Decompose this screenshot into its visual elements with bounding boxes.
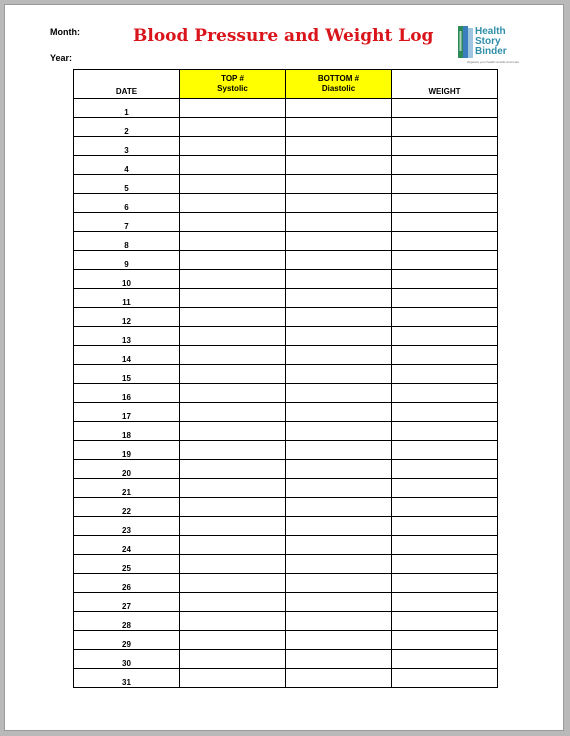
diastolic-cell[interactable] xyxy=(286,479,392,498)
table-row xyxy=(74,612,498,631)
col-header-systolic: TOP # Systolic xyxy=(180,70,286,99)
weight-cell[interactable] xyxy=(392,669,498,688)
table-header-row xyxy=(74,70,498,99)
diastolic-cell[interactable] xyxy=(286,536,392,555)
systolic-cell[interactable] xyxy=(180,403,286,422)
table-row xyxy=(74,156,498,175)
diastolic-cell[interactable] xyxy=(286,365,392,384)
logo-text: Health Story Binder xyxy=(475,26,507,57)
diastolic-cell[interactable] xyxy=(286,517,392,536)
day-cell: 4 xyxy=(74,156,180,175)
table-row xyxy=(74,175,498,194)
diastolic-cell[interactable] xyxy=(286,99,392,118)
table-row xyxy=(74,593,498,612)
day-cell: 6 xyxy=(74,194,180,213)
day-cell: 31 xyxy=(74,669,180,688)
diastolic-cell[interactable] xyxy=(286,270,392,289)
weight-cell[interactable] xyxy=(392,118,498,137)
weight-cell[interactable] xyxy=(392,232,498,251)
day-cell: 23 xyxy=(74,517,180,536)
day-cell: 2 xyxy=(74,118,180,137)
systolic-cell[interactable] xyxy=(180,289,286,308)
weight-cell[interactable] xyxy=(392,365,498,384)
diastolic-cell[interactable] xyxy=(286,213,392,232)
health-story-binder-logo xyxy=(457,25,527,71)
diastolic-cell[interactable] xyxy=(286,612,392,631)
diastolic-cell[interactable] xyxy=(286,460,392,479)
binder-icon xyxy=(457,25,475,59)
weight-cell[interactable] xyxy=(392,460,498,479)
diastolic-cell[interactable] xyxy=(286,441,392,460)
diastolic-cell[interactable] xyxy=(286,118,392,137)
weight-cell[interactable] xyxy=(392,251,498,270)
day-cell: 9 xyxy=(74,251,180,270)
diastolic-cell[interactable] xyxy=(286,631,392,650)
day-cell: 5 xyxy=(74,175,180,194)
systolic-cell[interactable] xyxy=(180,422,286,441)
systolic-cell[interactable] xyxy=(180,612,286,631)
day-cell: 8 xyxy=(74,232,180,251)
table-row xyxy=(74,327,498,346)
day-cell: 26 xyxy=(74,574,180,593)
day-cell: 18 xyxy=(74,422,180,441)
diastolic-cell[interactable] xyxy=(286,422,392,441)
diastolic-cell[interactable] xyxy=(286,669,392,688)
logo-tagline: Organize your health records and more xyxy=(467,61,520,64)
day-cell: 25 xyxy=(74,555,180,574)
systolic-cell[interactable] xyxy=(180,232,286,251)
systolic-cell[interactable] xyxy=(180,99,286,118)
systolic-cell[interactable] xyxy=(180,669,286,688)
weight-cell[interactable] xyxy=(392,213,498,232)
table-row xyxy=(74,251,498,270)
systolic-cell[interactable] xyxy=(180,631,286,650)
weight-cell[interactable] xyxy=(392,441,498,460)
diastolic-cell[interactable] xyxy=(286,194,392,213)
weight-cell[interactable] xyxy=(392,631,498,650)
day-cell: 15 xyxy=(74,365,180,384)
day-cell: 27 xyxy=(74,593,180,612)
systolic-cell[interactable] xyxy=(180,479,286,498)
diastolic-cell[interactable] xyxy=(286,289,392,308)
systolic-cell[interactable] xyxy=(180,460,286,479)
table-row xyxy=(74,232,498,251)
day-cell: 1 xyxy=(74,99,180,118)
table-row xyxy=(74,479,498,498)
table-row xyxy=(74,213,498,232)
table-row xyxy=(74,631,498,650)
weight-cell[interactable] xyxy=(392,479,498,498)
systolic-cell[interactable] xyxy=(180,308,286,327)
diastolic-cell[interactable] xyxy=(286,593,392,612)
diastolic-cell[interactable] xyxy=(286,232,392,251)
diastolic-cell[interactable] xyxy=(286,498,392,517)
col-header-date: DATE xyxy=(74,70,180,99)
weight-cell[interactable] xyxy=(392,517,498,536)
systolic-cell[interactable] xyxy=(180,574,286,593)
diastolic-cell[interactable] xyxy=(286,137,392,156)
day-cell: 30 xyxy=(74,650,180,669)
weight-cell[interactable] xyxy=(392,498,498,517)
table-row xyxy=(74,137,498,156)
systolic-cell[interactable] xyxy=(180,137,286,156)
systolic-cell[interactable] xyxy=(180,251,286,270)
weight-cell[interactable] xyxy=(392,99,498,118)
table-row xyxy=(74,308,498,327)
month-label: Month: xyxy=(50,27,80,37)
col-header-diastolic: BOTTOM # Diastolic xyxy=(286,70,392,99)
table-row xyxy=(74,384,498,403)
systolic-cell[interactable] xyxy=(180,118,286,137)
col-header-weight: WEIGHT xyxy=(392,70,498,99)
day-cell: 17 xyxy=(74,403,180,422)
day-cell: 12 xyxy=(74,308,180,327)
diastolic-cell[interactable] xyxy=(286,308,392,327)
table-row xyxy=(74,460,498,479)
diastolic-cell[interactable] xyxy=(286,346,392,365)
systolic-cell[interactable] xyxy=(180,517,286,536)
log-sheet-page xyxy=(4,4,564,731)
weight-cell[interactable] xyxy=(392,384,498,403)
table-row xyxy=(74,270,498,289)
systolic-cell[interactable] xyxy=(180,536,286,555)
day-cell: 13 xyxy=(74,327,180,346)
diastolic-cell[interactable] xyxy=(286,175,392,194)
diastolic-cell[interactable] xyxy=(286,384,392,403)
diastolic-cell[interactable] xyxy=(286,574,392,593)
systolic-cell[interactable] xyxy=(180,441,286,460)
weight-cell[interactable] xyxy=(392,194,498,213)
systolic-cell[interactable] xyxy=(180,213,286,232)
weight-cell[interactable] xyxy=(392,156,498,175)
day-cell: 29 xyxy=(74,631,180,650)
table-row xyxy=(74,555,498,574)
diastolic-cell[interactable] xyxy=(286,327,392,346)
systolic-cell[interactable] xyxy=(180,346,286,365)
table-row xyxy=(74,365,498,384)
day-cell: 14 xyxy=(74,346,180,365)
weight-cell[interactable] xyxy=(392,555,498,574)
weight-cell[interactable] xyxy=(392,574,498,593)
table-row xyxy=(74,346,498,365)
systolic-cell[interactable] xyxy=(180,270,286,289)
systolic-cell[interactable] xyxy=(180,555,286,574)
table-row xyxy=(74,194,498,213)
table-row xyxy=(74,650,498,669)
table-row xyxy=(74,289,498,308)
year-label: Year: xyxy=(50,53,73,63)
weight-cell[interactable] xyxy=(392,346,498,365)
weight-cell[interactable] xyxy=(392,422,498,441)
systolic-cell[interactable] xyxy=(180,498,286,517)
weight-cell[interactable] xyxy=(392,650,498,669)
day-cell: 24 xyxy=(74,536,180,555)
weight-cell[interactable] xyxy=(392,612,498,631)
weight-cell[interactable] xyxy=(392,137,498,156)
weight-cell[interactable] xyxy=(392,536,498,555)
day-cell: 21 xyxy=(74,479,180,498)
systolic-cell[interactable] xyxy=(180,327,286,346)
table-row xyxy=(74,422,498,441)
weight-cell[interactable] xyxy=(392,270,498,289)
systolic-cell[interactable] xyxy=(180,384,286,403)
day-cell: 16 xyxy=(74,384,180,403)
systolic-cell[interactable] xyxy=(180,194,286,213)
systolic-cell[interactable] xyxy=(180,650,286,669)
diastolic-cell[interactable] xyxy=(286,403,392,422)
table-row xyxy=(74,517,498,536)
day-cell: 22 xyxy=(74,498,180,517)
bp-weight-log-table xyxy=(73,69,498,688)
table-row xyxy=(74,118,498,137)
day-cell: 20 xyxy=(74,460,180,479)
systolic-cell[interactable] xyxy=(180,175,286,194)
weight-cell[interactable] xyxy=(392,403,498,422)
weight-cell[interactable] xyxy=(392,593,498,612)
weight-cell[interactable] xyxy=(392,175,498,194)
table-row xyxy=(74,669,498,688)
systolic-cell[interactable] xyxy=(180,365,286,384)
table-row xyxy=(74,536,498,555)
table-row xyxy=(74,574,498,593)
diastolic-cell[interactable] xyxy=(286,156,392,175)
table-row xyxy=(74,403,498,422)
systolic-cell[interactable] xyxy=(180,156,286,175)
weight-cell[interactable] xyxy=(392,308,498,327)
weight-cell[interactable] xyxy=(392,289,498,308)
day-cell: 7 xyxy=(74,213,180,232)
table-row xyxy=(74,99,498,118)
day-cell: 3 xyxy=(74,137,180,156)
diastolic-cell[interactable] xyxy=(286,555,392,574)
page-title: Blood Pressure and Weight Log xyxy=(133,26,434,46)
day-cell: 10 xyxy=(74,270,180,289)
table-row xyxy=(74,498,498,517)
diastolic-cell[interactable] xyxy=(286,251,392,270)
day-cell: 19 xyxy=(74,441,180,460)
day-cell: 28 xyxy=(74,612,180,631)
weight-cell[interactable] xyxy=(392,327,498,346)
table-row xyxy=(74,441,498,460)
systolic-cell[interactable] xyxy=(180,593,286,612)
day-cell: 11 xyxy=(74,289,180,308)
diastolic-cell[interactable] xyxy=(286,650,392,669)
